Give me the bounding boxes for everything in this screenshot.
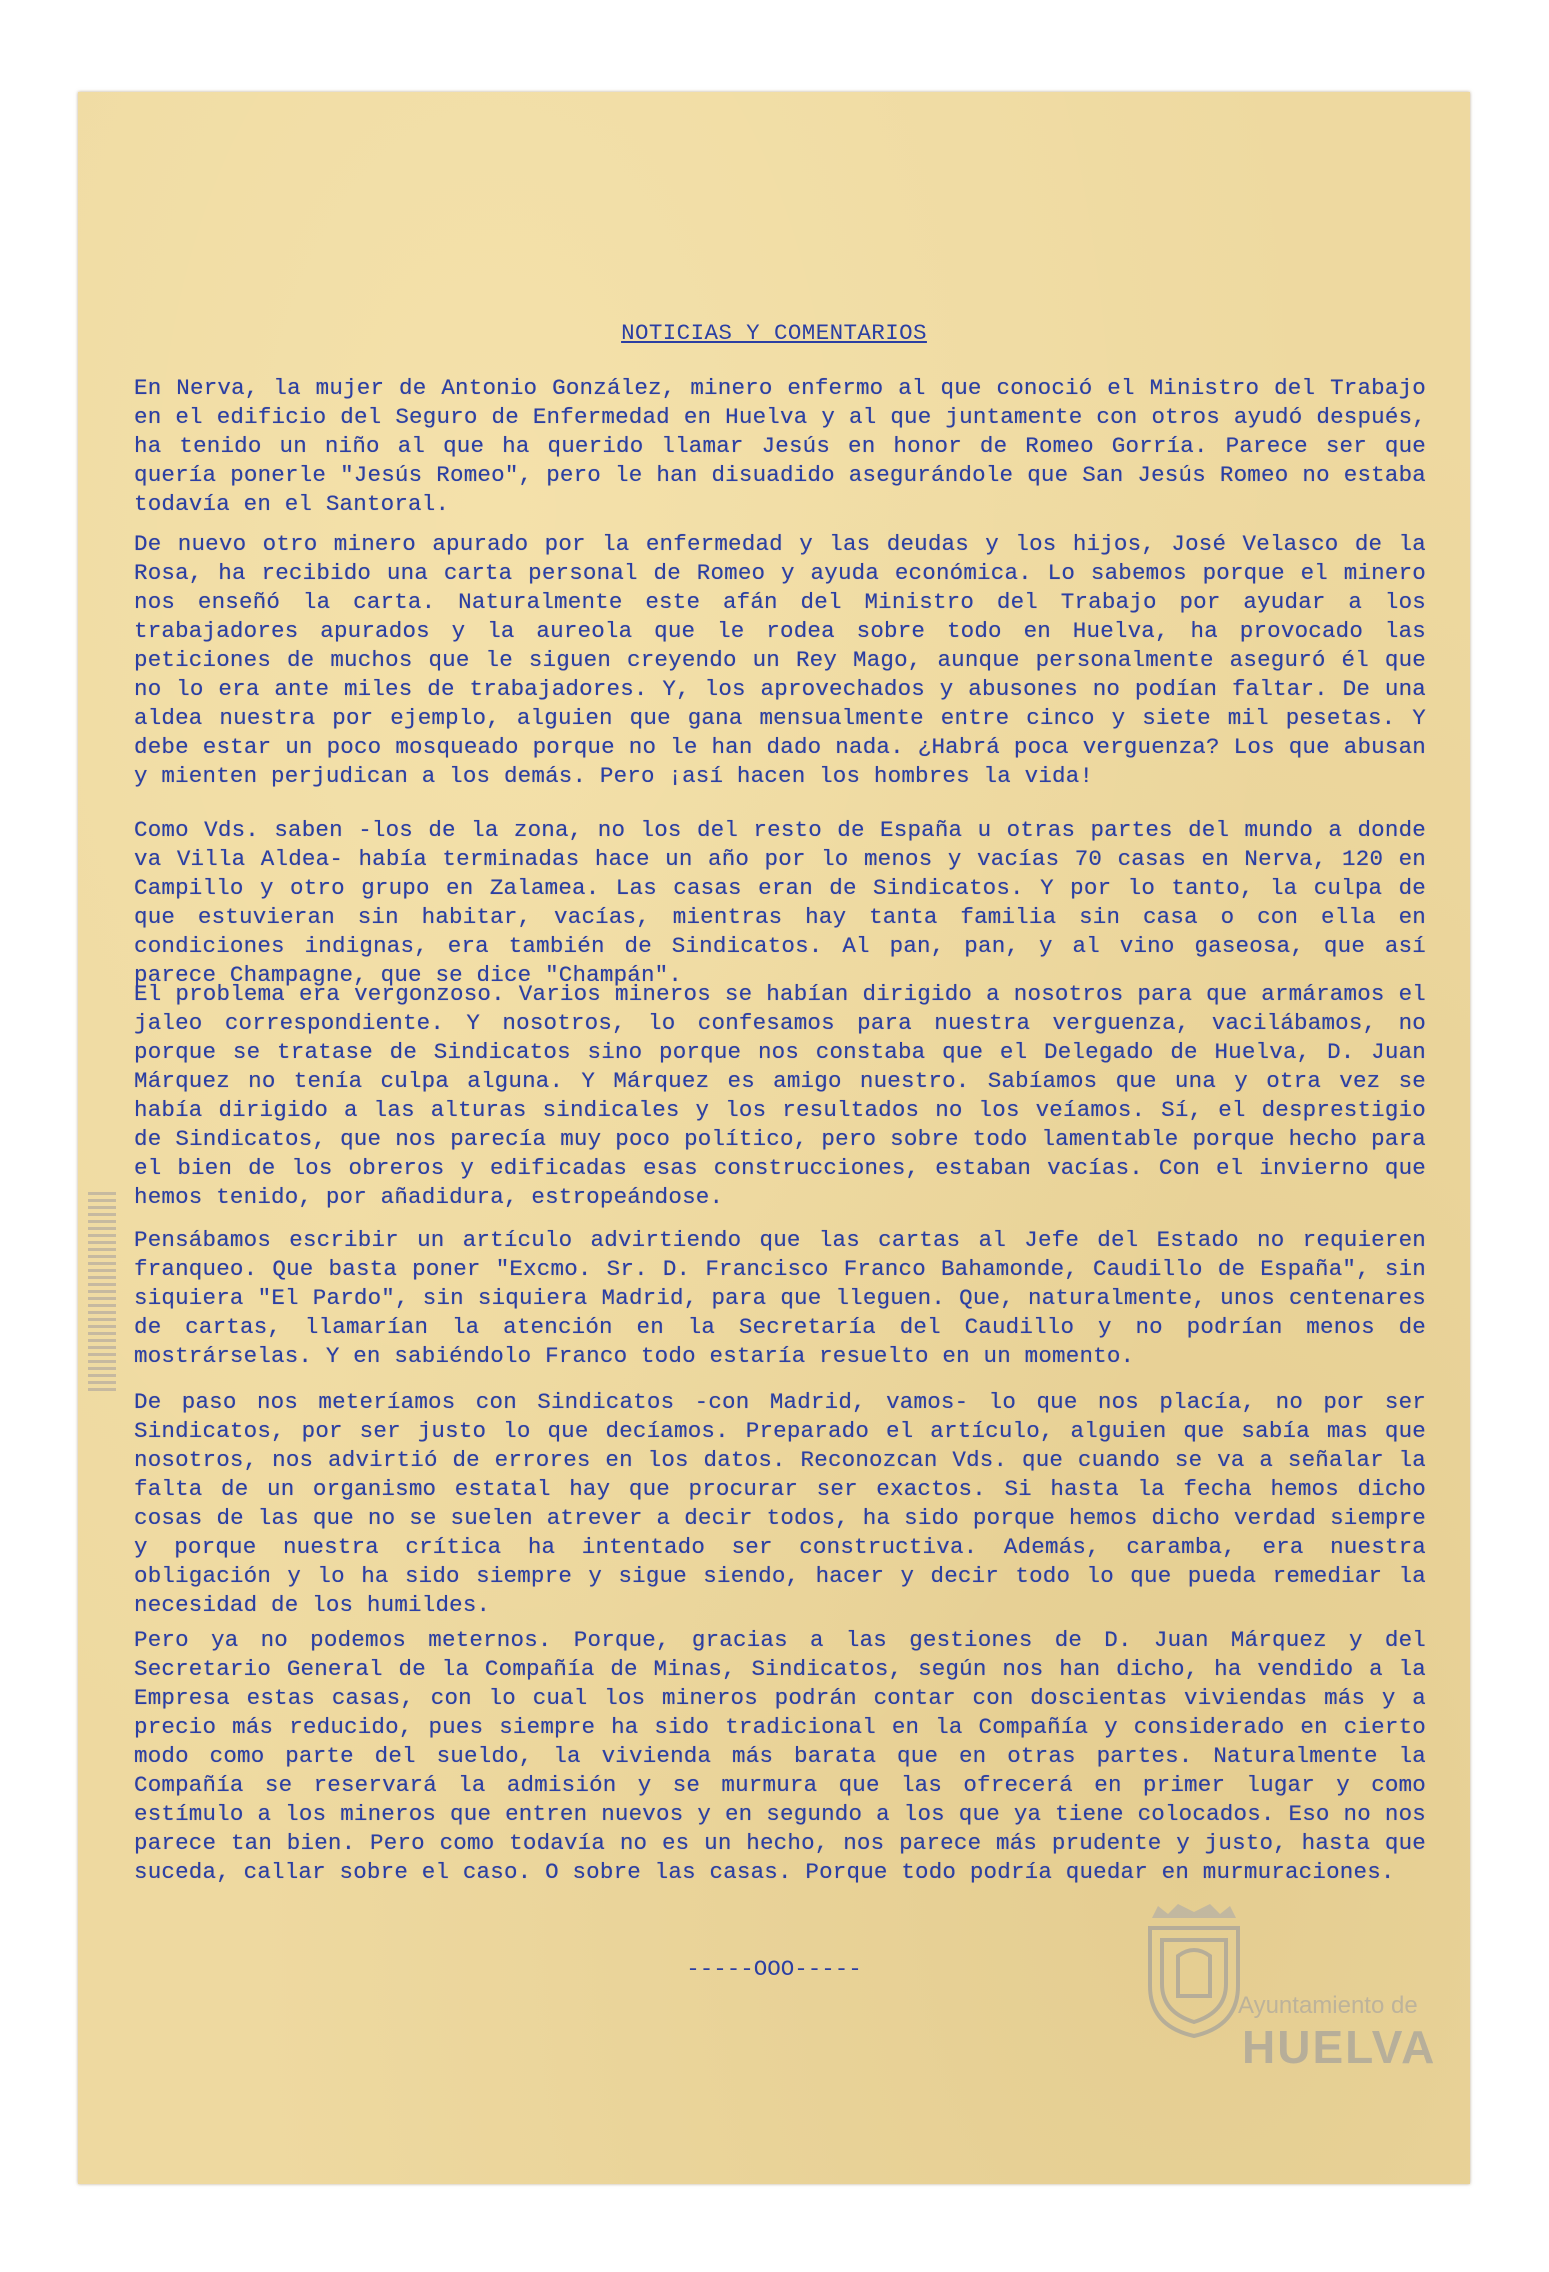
watermark-seal (1138, 1890, 1437, 2140)
paragraph-2: De nuevo otro minero apurado por la enfermedad y las deudas y los hijos, José Velasco de la Rosa, ha recibido una carta personal de Romeo y ayuda económica. Lo sabemos porque el minero nos enseñó la carta. Naturalmente este afán del Ministro del Trabajo por ayudar a los trabajadores apurados y la aureola que le rodea sobre todo en Huelva, ha provocado las peticiones de muchos que le siguen creyendo un Rey Mago, aunque personalmente aseguró él que no lo era ante miles de trabajadores. Y, los aprovechados y abusones no podían faltar. De una aldea nuestra por ejemplo, alguien que gana mensualmente entre cinco y siete mil pesetas. Y debe estar un poco mosqueado porque no le han dado nada. ¿Habrá poca verguenza? Los que abusan y mienten perjudican a los demás. Pero ¡así hacen los hombres la vida! (134, 531, 1426, 789)
ink-stain (88, 1192, 116, 1392)
crest-icon (1138, 1900, 1250, 2040)
paragraph-1: En Nerva, la mujer de Antonio González, minero enfermo al que conoció el Ministro del Trabajo en el edificio del Seguro de Enfermedad en Huelva y al que juntamente con otros ayudó después, ha tenido un niño al que ha querido llamar Jesús en honor de Romeo Gorría. Parece ser que quería ponerle "Jesús Romeo", pero le han disuadido asegurándole que San Jesús Romeo no estaba todavía en el Santoral. (134, 375, 1426, 517)
paragraph-7: Pero ya no podemos meternos. Porque, gracias a las gestiones de D. Juan Márquez y del Secretario General de la Compañía de Minas, Sindicatos, según nos han dicho, ha vendido a la Empresa estas casas, con lo cual los mineros podrán contar con doscientas viviendas más y a precio más reducido, pues siempre ha sido tradicional en la Compañía y considerado en cierto modo como parte del sueldo, la vivienda más barata que en otras partes. Naturalmente la Compañía se reservará la admisión y se murmura que las ofrecerá en primer lugar y como estímulo a los mineros que entren nuevos y en segundo a los que ya tiene colocados. Eso no nos parece tan bien. Pero como todavía no es un hecho, nos parece más prudente y justo, hasta que suceda, callar sobre el caso. O sobre las casas. Porque todo podría quedar en murmuraciones. (134, 1627, 1426, 1885)
watermark-line-1: Ayuntamiento de (1238, 1992, 1418, 2019)
watermark-line-2: HUELVA (1242, 2021, 1437, 2073)
paragraph-6: De paso nos meteríamos con Sindicatos -con Madrid, vamos- lo que nos placía, no por ser Sindicatos, por ser justo lo que decíamos. Preparado el artículo, alguien que sabía mas que nosotros, nos advirtió de errores en los datos. Reconozcan Vds. que cuando se va a señalar la falta de un organismo estatal hay que procurar ser exactos. Si hasta la fecha hemos dicho cosas de las que no se suelen atrever a decir todos, ha sido porque hemos dicho verdad siempre y porque nuestra crítica ha intentado ser constructiva. Además, caramba, era nuestra obligación y lo ha sido siempre y sigue siendo, hacer y decir todo lo que pueda remediar la necesidad de los humildes. (134, 1389, 1426, 1618)
closing-mark: -----OOO----- (686, 1956, 862, 1982)
document-sheet (78, 92, 1470, 2184)
paragraph-4: El problema era vergonzoso. Varios mineros se habían dirigido a nosotros para que armáramos el jaleo correspondiente. Y nosotros, lo confesamos para nuestra verguenza, vacilábamos, no porque se tratase de Sindicatos sino porque nos constaba que el Delegado de Huelva, D. Juan Márquez no tenía culpa alguna. Y Márquez es amigo nuestro. Sabíamos que una y otra vez se había dirigido a las alturas sindicales y los resultados no los veíamos. Sí, el desprestigio de Sindicatos, que nos parecía muy poco político, pero sobre todo lamentable porque hecho para el bien de los obreros y edificadas esas construcciones, estaban vacías. Con el invierno que hemos tenido, por añadidura, estropeándose. (134, 981, 1426, 1210)
paragraph-5: Pensábamos escribir un artículo advirtiendo que las cartas al Jefe del Estado no requieren franqueo. Que basta poner "Excmo. Sr. D. Francisco Franco Bahamonde, Caudillo de España", sin siquiera "El Pardo", sin siquiera Madrid, para que lleguen. Que, naturalmente, unos centenares de cartas, llamarían la atención en la Secretaría del Caudillo y no podrían menos de mostrárselas. Y en sabiéndolo Franco todo estaría resuelto en un momento. (134, 1227, 1426, 1369)
paragraph-3: Como Vds. saben -los de la zona, no los del resto de España u otras partes del mundo a donde va Villa Aldea- había terminadas hace un año por lo menos y vacías 70 casas en Nerva, 120 en Campillo y otro grupo en Zalamea. Las casas eran de Sindicatos. Y por lo tanto, la culpa de que estuvieran sin habitar, vacías, mientras hay tanta familia sin casa o con ella en condiciones indignas, era también de Sindicatos. Al pan, pan, y al vino gaseosa, que así parece Champagne, que se dice "Champán". (134, 817, 1426, 988)
document-title: NOTICIAS Y COMENTARIOS (621, 320, 927, 346)
